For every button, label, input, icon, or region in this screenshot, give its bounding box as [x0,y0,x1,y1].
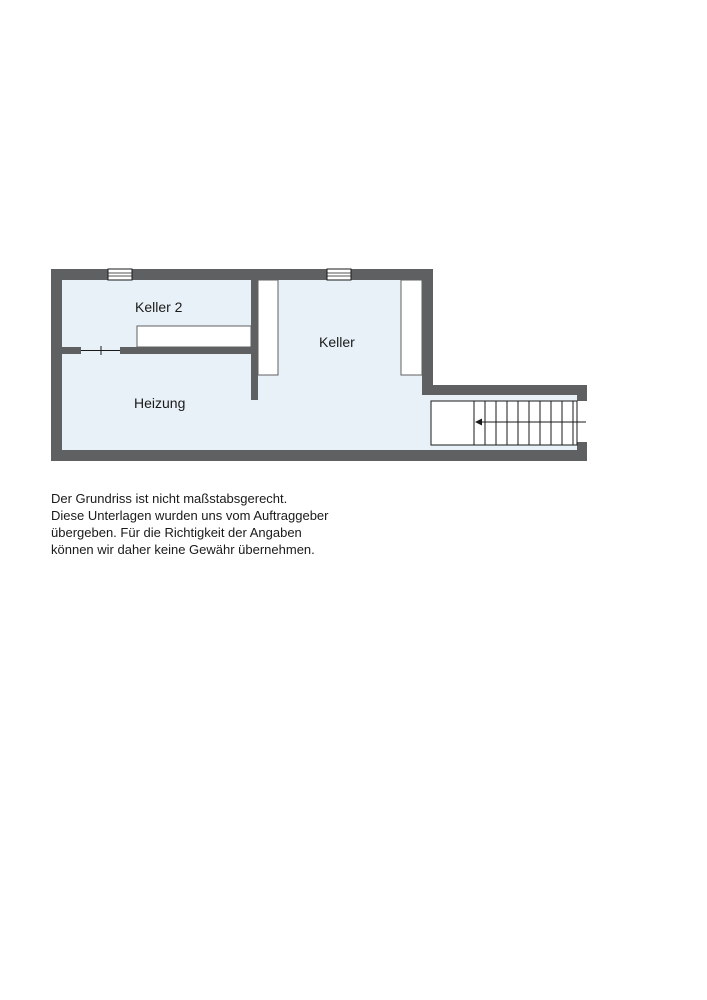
disclaimer-line: Diese Unterlagen wurden uns vom Auftraggeber [51,508,329,523]
window-left [108,269,132,280]
disclaimer-text [51,490,381,558]
room-label-keller2: Keller 2 [135,299,183,315]
shelf-keller-left [258,280,278,375]
room-label-keller: Keller [319,334,355,350]
window-right [327,269,351,280]
disclaimer-line: übergeben. Für die Richtigkeit der Angaben [51,525,302,540]
shelf-keller-right [401,280,422,375]
staircase [431,401,586,445]
shelf-keller2 [137,326,251,347]
disclaimer-line: Der Grundriss ist nicht maßstabsgerecht. [51,491,288,506]
room-label-heizung: Heizung [134,395,186,411]
disclaimer-line: können wir daher keine Gewähr übernehmen. [51,542,315,557]
